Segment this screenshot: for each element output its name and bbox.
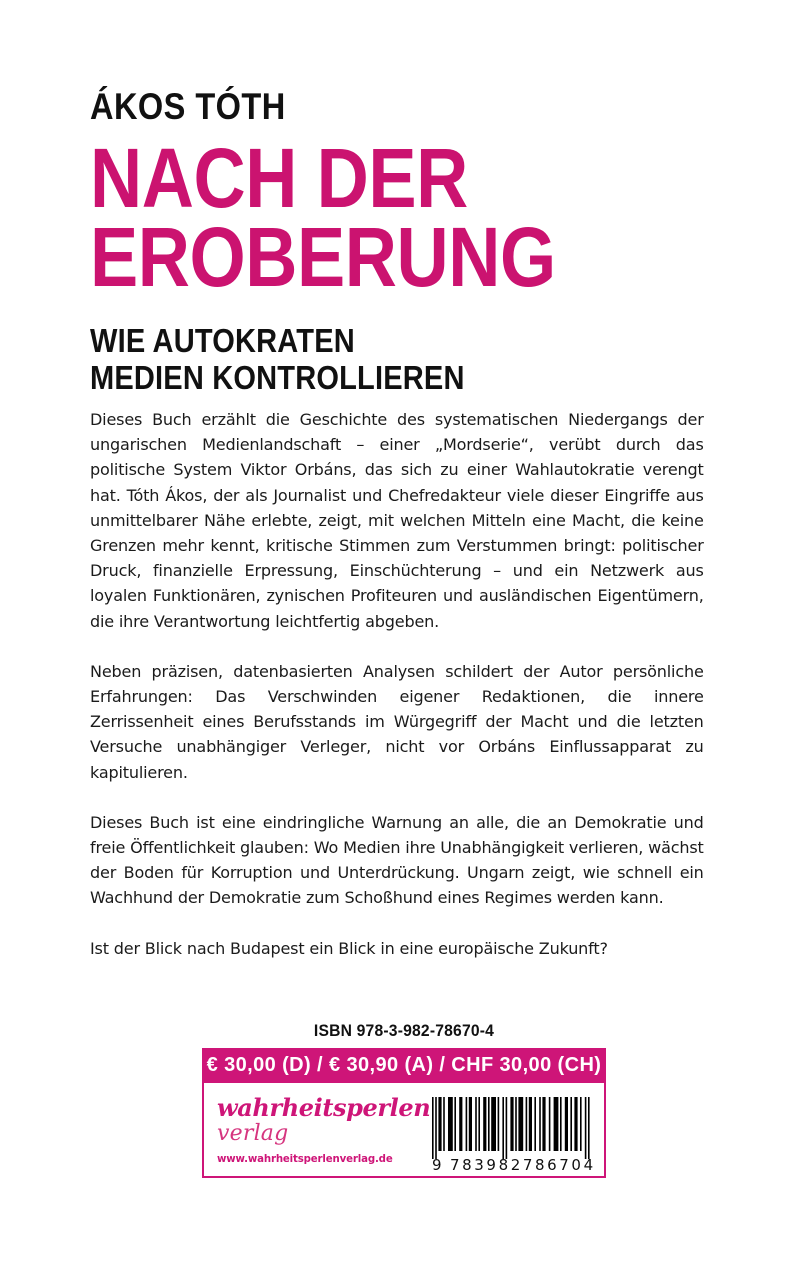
- price-text: € 30,00 (D) / € 30,90 (A) / CHF 30,00 (CH): [206, 1054, 602, 1076]
- blurb-paragraph: Neben präzisen, datenbasierten Analysen schildert der Autor persönliche Erfahrungen: Das Verschwinden eigener Redaktionen, die innere Zerrissenheit eines Berufsstands im Würgegriff der Macht und die letzten Versuche unabhängiger Verleger, nicht vor Orbáns Einflussapparat zu kapitulieren.: [90, 661, 704, 782]
- title-line-1: NACH DER: [90, 131, 468, 225]
- title-line-2: EROBERUNG: [90, 209, 556, 304]
- price-bar: [202, 1048, 606, 1083]
- subtitle-line-2: MEDIEN KONTROLLIEREN: [90, 359, 465, 397]
- blurb-text: [90, 407, 704, 961]
- footer-block: [202, 1022, 606, 1178]
- barcode-digits: 783982786704: [450, 1156, 596, 1174]
- book-subtitle: [90, 322, 643, 397]
- publisher-logo: [217, 1092, 431, 1168]
- blurb-paragraph: Dieses Buch erzählt die Geschichte des systematischen Niedergangs der ungarischen Medienlandschaft – einer „Mordserie“, verübt durch das politische System Viktor Orbáns, das sich zu einer Wahlautokratie verengt hat. Tóth Ákos, der als Journalist und Chefredakteur viele dieser Eingriffe aus unmittelbarer Nähe erlebte, zeigt, mit welchen Mitteln eine Macht, die keine Grenzen mehr kennt, kritische Stimmen zum Verstummen bringt: politischer Druck, finanzielle Erpressung, Einschüchterung – und ein Netzwerk aus loyalen Funktionären, zynischen Profiteuren und ausländischen Eigentümern, die ihre Verantwortung leichtfertig abgeben.: [90, 410, 704, 631]
- header-block: [90, 88, 718, 397]
- barcode-bars-icon: [432, 1097, 591, 1159]
- subtitle-line-1: WIE AUTOKRATEN: [90, 322, 355, 360]
- publisher-panel: [202, 1083, 606, 1178]
- blurb-paragraph: Dieses Buch ist eine eindringliche Warnung an alle, die an Demokratie und freie Öffentlichkeit glauben: Wo Medien ihre Unabhängigkeit verlieren, wächst der Boden für Korruption und Unterdrückung. Ungarn zeigt, wie schnell ein Wachhund der Demokratie zum Schoßhund eines Regimes werden kann.: [90, 812, 704, 908]
- publisher-name: wahrheitsperlen: [217, 1092, 431, 1122]
- isbn-text: ISBN 978-3-982-78670-4: [313, 1022, 495, 1040]
- ean13-barcode: [432, 1097, 596, 1174]
- barcode-lead-digit: 9: [432, 1156, 442, 1174]
- publisher-suffix: verlag: [217, 1120, 289, 1146]
- author-name: ÁKOS TÓTH: [90, 86, 286, 127]
- blurb-paragraph: Ist der Blick nach Budapest ein Blick in eine europäische Zukunft?: [90, 938, 608, 958]
- book-title: [90, 131, 630, 304]
- barcode-area: [413, 1093, 596, 1174]
- publisher-url[interactable]: www.wahrheitsperlenverlag.de: [217, 1154, 393, 1166]
